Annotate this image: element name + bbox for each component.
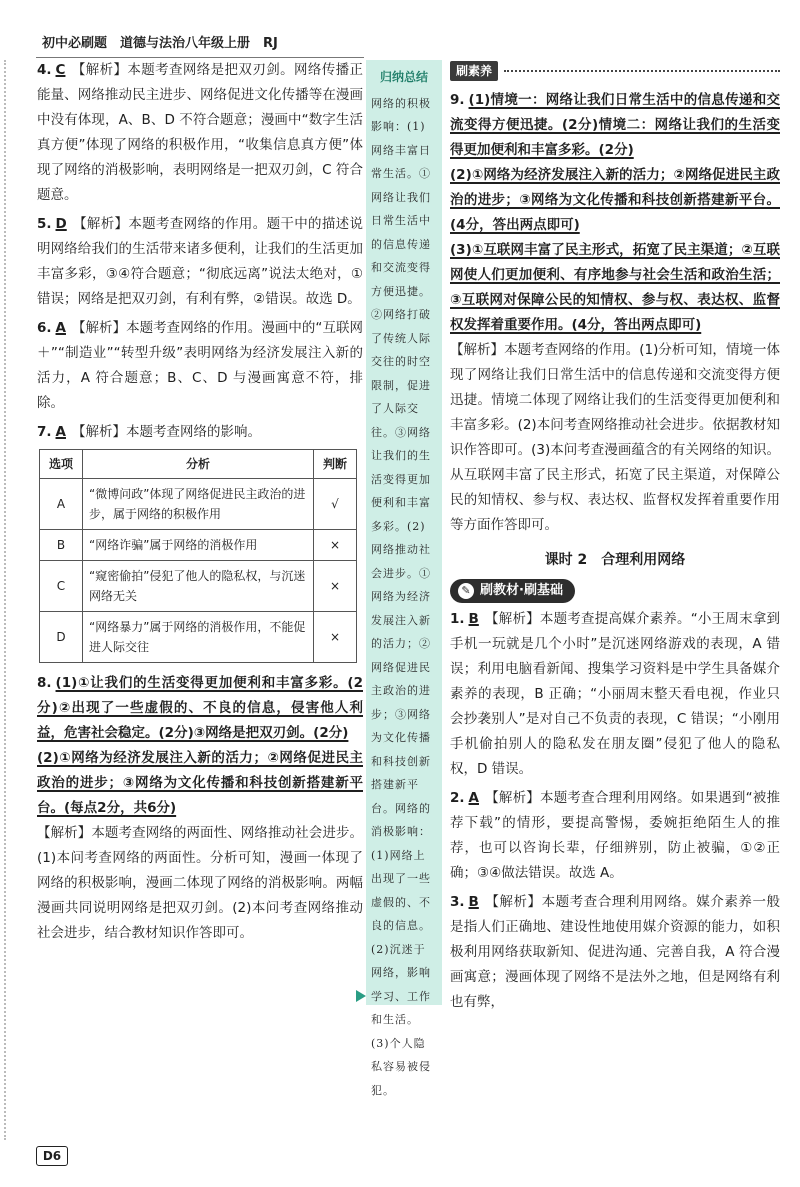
answer-letter: A (468, 790, 479, 806)
dotted-divider (504, 70, 780, 72)
table-header: 分析 (83, 450, 314, 479)
pencil-icon: ✎ (458, 583, 474, 599)
answer-explanation: 【解析】本题考查网络的作用。漫画中的“互联网＋”“制造业”“转型升级”表明网络为经济发展注入新的活力，A 符合题意；B、C、D 与漫画寓意不符，排除。 (37, 320, 363, 411)
answer-number: 5. (37, 216, 52, 232)
table-header: 判断 (314, 450, 357, 479)
answer-5 (37, 212, 363, 312)
table-cell-option: D (40, 612, 83, 663)
answer-explanation: 【解析】本题考查合理利用网络。媒介素养一般是指人们正确地、建设性地使用媒介资源的能力，如积极利用网络获取新知、促进沟通、完善自我，A 符合漫画寓意；漫画体现了网络不是法外之地，但是网络有利也有弊， (450, 894, 780, 1010)
answer-number: 6. (37, 320, 52, 336)
answer-explanation: 【解析】本题考查网络的影响。 (71, 424, 261, 440)
answer-letter: B (468, 894, 479, 910)
answer-letter: C (55, 62, 66, 78)
summary-sidebar (366, 60, 442, 1097)
table-cell-verdict: √ (314, 479, 357, 530)
sidebar-text: 网络的积极影响：(1)网络丰富日常生活。①网络让我们日常生活中的信息传递和交流变得方便迅捷。②网络打破了传统人际交往的时空限制，促进了人际交往。③网络让我们的生活变得更加便利和丰富多彩。(2)网络推动社会进步。①网络为经济发展注入新的活力；②网络促进民主政治的进步；③网络为文化传播和科技创新搭建新平台。网络的消极影响：(1)网络上出现了一些虚假的、不良的信息。(2)沉迷于网络，影响学习、工作和生活。(3)个人隐私容易被侵犯。 (371, 96, 431, 1097)
table-cell-analysis: “网络诈骗”属于网络的消极作用 (83, 530, 314, 561)
section-badge (450, 579, 575, 603)
answer-key-text: (2)①网络为经济发展注入新的活力；②网络促进民主政治的进步；③网络为文化传播和科技创新搭建新平台。(每点2分，共6分) (37, 750, 363, 816)
answer-1 (450, 607, 780, 782)
answer-explanation: 【解析】本题考查网络的两面性、网络推动社会进步。(1)本问考查网络的两面性。分析可知，漫画一体现了网络的积极影响，漫画二体现了网络的消极影响。两幅漫画共同说明网络是把双刃剑。(2)本问考查网络推动社会进步，结合教材知识作答即可。 (37, 825, 363, 941)
table-header-row (40, 450, 357, 479)
table-row (40, 561, 357, 612)
answer-letter: B (468, 611, 479, 627)
table-cell-verdict: × (314, 561, 357, 612)
binding-dots (4, 60, 6, 1140)
section-tag: 刷素养 (450, 61, 498, 81)
table-cell-option: A (40, 479, 83, 530)
table-cell-analysis: “微博问政”体现了网络促进民主政治的进步，属于网络的积极作用 (83, 479, 314, 530)
answer-key-text: (1)①让我们的生活变得更加便利和丰富多彩。(2分)②出现了一些虚假的、不良的信息，侵害他人利益，危害社会稳定。(2分)③网络是把双刃剑。(2分) (37, 675, 363, 741)
answer-9-part-2 (450, 163, 780, 238)
answer-number: 8. (37, 675, 52, 691)
answer-9-part-1 (450, 88, 780, 163)
section-header-suyang (450, 60, 780, 82)
analysis-table (39, 449, 357, 663)
answer-6 (37, 316, 363, 416)
answer-key-text: (3)①互联网丰富了民主形式，拓宽了民主渠道；②互联网使人们更加便利、有序地参与社会生活和政治生活；③互联网对保障公民的知情权、参与权、表达权、监督权发挥着重要作用。(4分，答出两点即可) (450, 242, 780, 333)
badge-row (450, 579, 780, 603)
table-row (40, 612, 357, 663)
answer-9-analysis (450, 338, 780, 538)
right-column (450, 58, 780, 1015)
table-row (40, 530, 357, 561)
table-cell-verdict: × (314, 612, 357, 663)
answer-number: 4. (37, 62, 52, 78)
page-number-tag: D6 (36, 1146, 68, 1166)
sidebar-pointer-icon (356, 990, 366, 1002)
table-cell-verdict: × (314, 530, 357, 561)
answer-8-part-2 (37, 746, 363, 821)
answer-letter: A (55, 424, 66, 440)
answer-9-part-3 (450, 238, 780, 338)
answer-explanation: 【解析】本题考查网络是把双刃剑。网络传播正能量、网络推动民主进步、网络促进文化传播等在漫画中没有体现，A、B、D 不符合题意；漫画中“数字生活真方便”体现了网络的积极作用，“收集信息真方便”体现了网络的消极影响，表明网络是一把双刃剑，C 符合题意。 (37, 62, 363, 203)
table-cell-option: C (40, 561, 83, 612)
sidebar-title: 归纳总结 (379, 70, 428, 84)
answer-number: 2. (450, 790, 465, 806)
answer-letter: D (55, 216, 67, 232)
answer-key-text: (1)情境一：网络让我们日常生活中的信息传递和交流变得方便迅捷。(2分)情境二：网络让我们的生活变得更加便利和丰富多彩。(2分) (450, 92, 780, 158)
answer-explanation: 【解析】本题考查合理利用网络。如果遇到“被推荐下载”的情形，要提高警惕，委婉拒绝陌生人的推荐，也可以咨询长辈，仔细辨别，防止被骗，①②正确；③④做法错误。故选 A。 (450, 790, 780, 881)
table-cell-analysis: “网络暴力”属于网络的消极作用，不能促进人际交往 (83, 612, 314, 663)
table-row (40, 479, 357, 530)
table-cell-analysis: “窥密偷拍”侵犯了他人的隐私权，与沉迷网络无关 (83, 561, 314, 612)
answer-explanation: 【解析】本题考查网络的作用。(1)分析可知，情境一体现了网络让我们日常生活中的信息传递和交流变得方便迅捷。情境二体现了网络让我们的生活变得更加便利和丰富多彩。(2)本问考查网络推动社会进步。依据教材知识作答即可。(3)本问考查漫画蕴含的有关网络的知识。从互联网丰富了民主形式，拓宽了民主渠道，对保障公民的知情权、参与权、表达权、监督权发挥着重要作用等方面作答即可。 (450, 342, 780, 533)
table-header: 选项 (40, 450, 83, 479)
lesson-title: 课时 2 合理利用网络 (544, 552, 686, 568)
answer-number: 3. (450, 894, 465, 910)
answer-8-part-1 (37, 671, 363, 746)
page-header: 初中必刷题 道德与法治八年级上册 RJ (42, 36, 278, 51)
left-column (37, 58, 363, 946)
answer-number: 1. (450, 611, 465, 627)
answer-explanation: 【解析】本题考查提高媒介素养。“小王周末拿到手机一玩就是几个小时”是沉迷网络游戏的表现，A 错误；利用电脑看新闻、搜集学习资料是中学生具备媒介素养的表现，B 正确；“小丽周末整天看电视，作业只会抄袭别人”是对自己不负责的表现，C 错误；“小刚用手机偷拍别人的隐私发在朋友圈”侵犯了他人的隐私权，D 错误。 (450, 611, 780, 777)
answer-letter: A (55, 320, 66, 336)
answer-4 (37, 58, 363, 208)
table-cell-option: B (40, 530, 83, 561)
answer-2 (450, 786, 780, 886)
answer-3 (450, 890, 780, 1015)
answer-number: 7. (37, 424, 52, 440)
answer-8-analysis (37, 821, 363, 946)
answer-key-text: (2)①网络为经济发展注入新的活力；②网络促进民主政治的进步；③网络为文化传播和科技创新搭建新平台。(4分，答出两点即可) (450, 167, 780, 233)
answer-number: 9. (450, 92, 465, 108)
badge-label: 刷教材·刷基础 (480, 583, 563, 598)
answer-7 (37, 420, 363, 445)
answer-explanation: 【解析】本题考查网络的作用。题干中的描述说明网络给我们的生活带来诸多便利，让我们的生活更加丰富多彩，③④符合题意；“彻底远离”说法太绝对，①错误；网络是把双刃剑，有利有弊，②错误。故选 D。 (37, 216, 363, 307)
